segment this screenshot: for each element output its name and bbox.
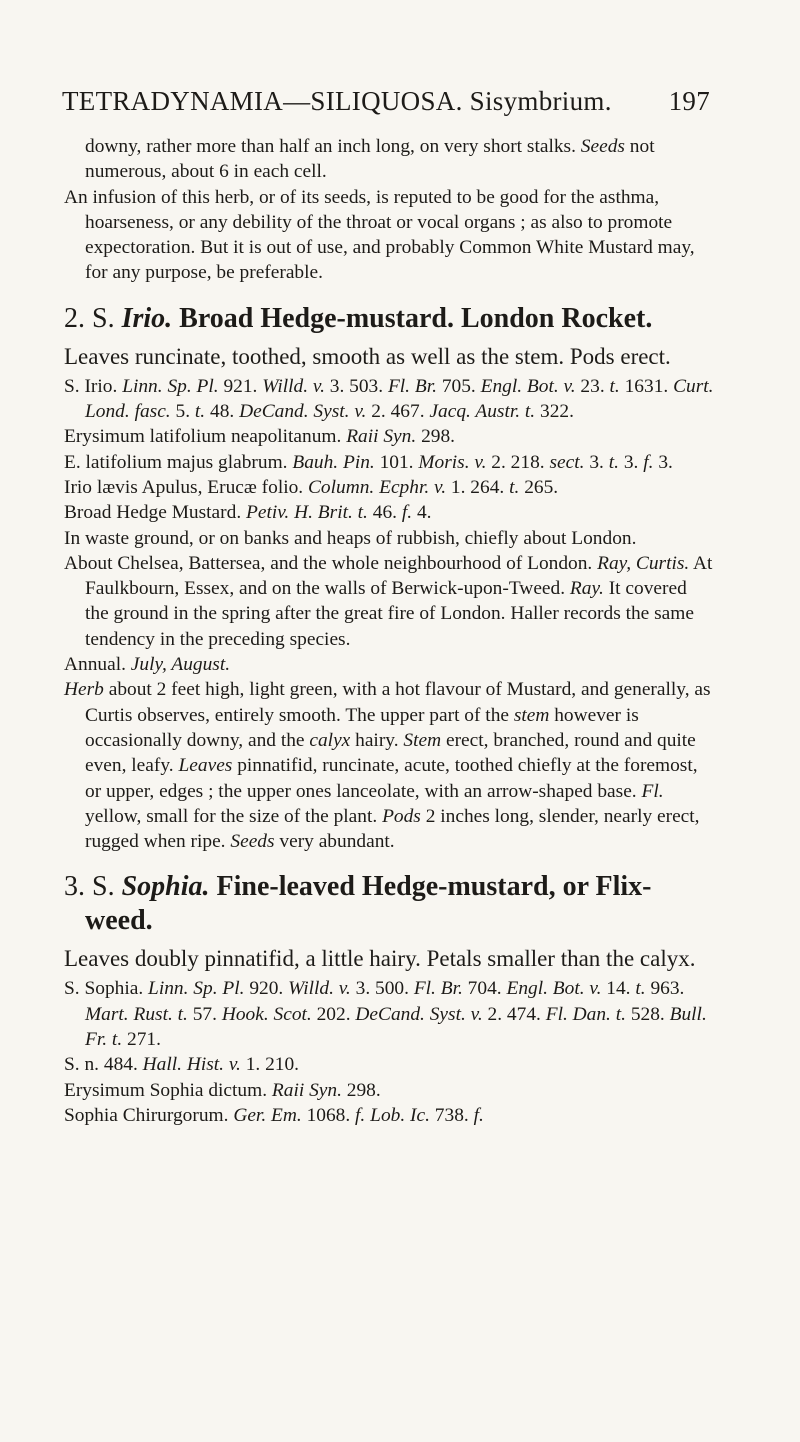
synonym-line: Irio lævis Apulus, Erucæ folio. Column. Ecphr. v. 1. 264. t. 265. xyxy=(64,476,559,498)
synonym-line: S. n. 484. Hall. Hist. v. 1. 210. xyxy=(64,1054,300,1076)
uses-paragraph: An infusion of this herb, or of its seeds, is reputed to be good for the asthma, hoarseness, or any debility of the throat or vocal organs ; as also to promote expectoration. But it is out of use, and probably Common White Mustard may, for any purpose, be preferable. xyxy=(64,186,695,284)
localities-paragraph: About Chelsea, Battersea, and the whole neighbourhood of London. Ray, Curtis. At Faulkbourn, Essex, and on the walls of Berwick-upon-Tweed. Ray. It covered the ground in the spring after the great fire of London. Haller records the same tendency in the preceding species. xyxy=(64,552,713,650)
species-heading-irio: 2. S. Irio. Broad Hedge-mustard. London Rocket. xyxy=(64,302,653,334)
continued-description: downy, rather more than half an inch long, on very short stalks. Seeds not numerous, about 6 in each cell. xyxy=(85,136,655,183)
description-paragraph: Herb about 2 feet high, light green, with a hot flavour of Mustard, and generally, as Curtis observes, entirely smooth. The upper part of the stem however is occasionally downy, and the calyx hairy. Stem erect, branched, round and quite even, leafy. Leaves pinnatifid, runcinate, acute, toothed chiefly at the foremost, or upper, edges ; the upper ones lanceolate, with an arrow-shaped base. Fl. yellow, small for the size of the plant. Pods 2 inches long, slender, nearly erect, rugged when ripe. Seeds very abundant. xyxy=(64,679,711,853)
synonym-line: E. latifolium majus glabrum. Bauh. Pin. 101. Moris. v. 2. 218. sect. 3. t. 3. f. 3. xyxy=(64,451,673,473)
running-title: TETRADYNAMIA—SILIQUOSA. Sisymbrium. xyxy=(62,86,612,116)
species-heading-sophia: 3. S. Sophia. Fine-leaved Hedge-mustard, or Flix-weed. xyxy=(64,871,652,937)
synonym-line: Erysimum Sophia dictum. Raii Syn. 298. xyxy=(64,1079,381,1101)
species-diagnosis-sophia: Leaves doubly pinnatifid, a little hairy. Petals smaller than the calyx. xyxy=(64,946,696,972)
habitat-paragraph: In waste ground, or on banks and heaps of rubbish, chiefly about London. xyxy=(64,527,637,549)
synonym-line: Broad Hedge Mustard. Petiv. H. Brit. t. 46. f. 4. xyxy=(64,502,432,524)
page-number: 197 xyxy=(668,86,710,116)
running-header xyxy=(62,86,710,117)
species-diagnosis-irio: Leaves runcinate, toothed, smooth as well as the stem. Pods erect. xyxy=(64,343,671,369)
synonym-line: Sophia Chirurgorum. Ger. Em. 1068. f. Lob. Ic. 738. f. xyxy=(64,1104,484,1126)
page-body xyxy=(64,134,714,1128)
synonym-line: S. Sophia. Linn. Sp. Pl. 920. Willd. v. 3. 500. Fl. Br. 704. Engl. Bot. v. 14. t. 963. Mart. Rust. t. 57. Hook. Scot. 202. DeCand. Syst. v. 2. 474. Fl. Dan. t. 528. Bull. Fr. t. 271. xyxy=(64,978,707,1051)
synonym-line: Erysimum latifolium neapolitanum. Raii Syn. 298. xyxy=(64,426,455,448)
duration-line: Annual. July, August. xyxy=(64,654,231,676)
synonym-line: S. Irio. Linn. Sp. Pl. 921. Willd. v. 3. 503. Fl. Br. 705. Engl. Bot. v. 23. t. 1631. Curt. Lond. fasc. 5. t. 48. DeCand. Syst. v. 2. 467. Jacq. Austr. t. 322. xyxy=(64,375,714,423)
